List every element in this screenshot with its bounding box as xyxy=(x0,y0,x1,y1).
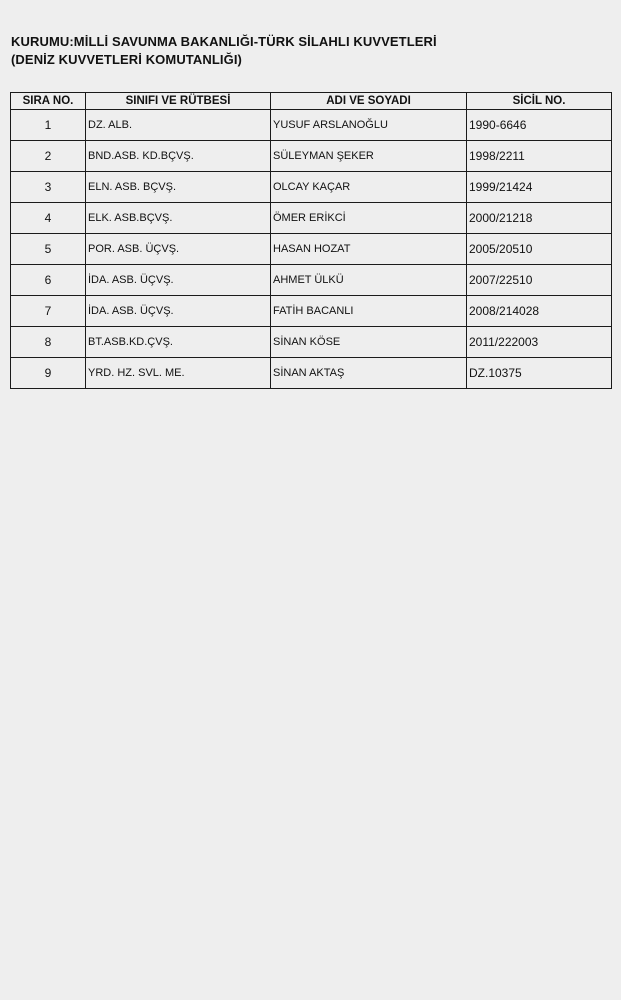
row-name: ÖMER ERİKCİ xyxy=(271,203,467,234)
row-name: HASAN HOZAT xyxy=(271,234,467,265)
table-row xyxy=(11,296,612,327)
document-header xyxy=(11,33,611,69)
row-number: 6 xyxy=(11,265,86,296)
row-sicil: 2011/222003 xyxy=(467,327,612,358)
row-sicil: 2008/214028 xyxy=(467,296,612,327)
row-rank: ELN. ASB. BÇVŞ. xyxy=(86,172,271,203)
table-row xyxy=(11,110,612,141)
institution-title: KURUMU:MİLLİ SAVUNMA BAKANLIĞI-TÜRK SİLAHLI KUVVETLERİ xyxy=(11,34,437,49)
row-rank: ELK. ASB.BÇVŞ. xyxy=(86,203,271,234)
table-row xyxy=(11,203,612,234)
table-header-row xyxy=(11,93,612,110)
row-name: AHMET ÜLKÜ xyxy=(271,265,467,296)
row-sicil: 2000/21218 xyxy=(467,203,612,234)
row-rank: DZ. ALB. xyxy=(86,110,271,141)
personnel-table xyxy=(10,92,612,389)
table-row xyxy=(11,172,612,203)
row-number: 3 xyxy=(11,172,86,203)
row-number: 2 xyxy=(11,141,86,172)
row-name: FATİH BACANLI xyxy=(271,296,467,327)
row-sicil: DZ.10375 xyxy=(467,358,612,389)
column-header-name: ADI VE SOYADI xyxy=(271,93,467,110)
row-rank: POR. ASB. ÜÇVŞ. xyxy=(86,234,271,265)
row-sicil: 1998/2211 xyxy=(467,141,612,172)
row-rank: BND.ASB. KD.BÇVŞ. xyxy=(86,141,271,172)
row-number: 9 xyxy=(11,358,86,389)
row-name: SİNAN AKTAŞ xyxy=(271,358,467,389)
row-rank: YRD. HZ. SVL. ME. xyxy=(86,358,271,389)
row-number: 7 xyxy=(11,296,86,327)
row-number: 4 xyxy=(11,203,86,234)
table-row xyxy=(11,358,612,389)
column-header-rank: SINIFI VE RÜTBESİ xyxy=(86,93,271,110)
row-rank: BT.ASB.KD.ÇVŞ. xyxy=(86,327,271,358)
row-sicil: 1990-6646 xyxy=(467,110,612,141)
row-sicil: 1999/21424 xyxy=(467,172,612,203)
table-row xyxy=(11,327,612,358)
row-rank: İDA. ASB. ÜÇVŞ. xyxy=(86,265,271,296)
row-sicil: 2005/20510 xyxy=(467,234,612,265)
row-number: 1 xyxy=(11,110,86,141)
row-name: OLCAY KAÇAR xyxy=(271,172,467,203)
row-rank: İDA. ASB. ÜÇVŞ. xyxy=(86,296,271,327)
row-name: SÜLEYMAN ŞEKER xyxy=(271,141,467,172)
row-name: SİNAN KÖSE xyxy=(271,327,467,358)
row-name: YUSUF ARSLANOĞLU xyxy=(271,110,467,141)
row-number: 8 xyxy=(11,327,86,358)
institution-subtitle: (DENİZ KUVVETLERİ KOMUTANLIĞI) xyxy=(11,52,242,67)
table-row xyxy=(11,234,612,265)
row-sicil: 2007/22510 xyxy=(467,265,612,296)
column-header-sicil-no: SİCİL NO. xyxy=(467,93,612,110)
table-row xyxy=(11,265,612,296)
table-row xyxy=(11,141,612,172)
row-number: 5 xyxy=(11,234,86,265)
column-header-sira-no: SIRA NO. xyxy=(11,93,86,110)
